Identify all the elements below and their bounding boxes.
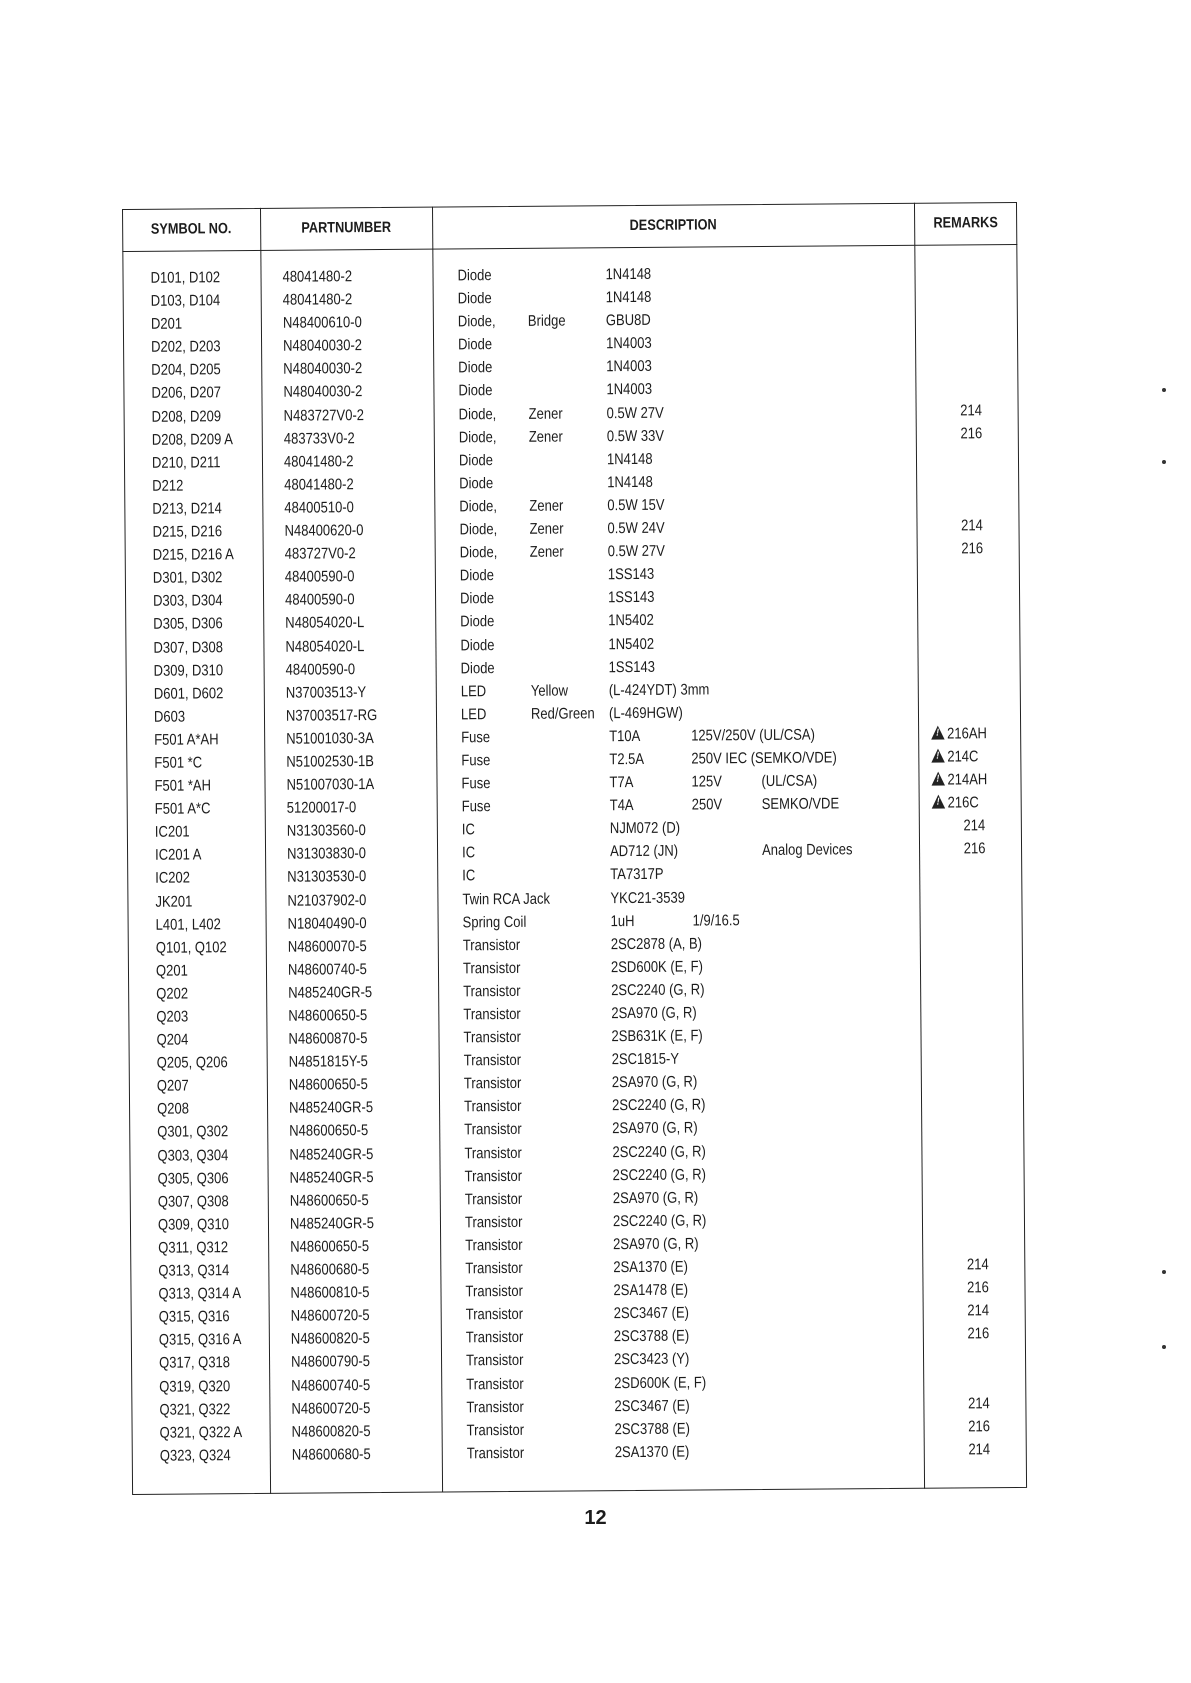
value-cell: T4A (609, 797, 634, 815)
description-cell: Transistor (464, 1190, 523, 1209)
value-cell: 1N4003 (606, 381, 653, 399)
part-number-cell: N48600810-5 (290, 1284, 370, 1302)
symbol-cell: D215, D216 (152, 523, 223, 541)
value-cell: 2SC2878 (A, B) (610, 935, 703, 953)
description-cell: Transistor (463, 1028, 521, 1047)
value-cell: 2SA970 (G, R) (611, 1004, 697, 1023)
symbol-cell: Q101, Q102 (155, 938, 227, 957)
value-cell: 1SS143 (608, 658, 656, 676)
symbol-cell: Q321, Q322 (159, 1400, 231, 1419)
symbol-cell: F501 *C (154, 754, 203, 772)
description-cell: Diode (457, 290, 492, 308)
symbol-cell: Q319, Q320 (159, 1377, 231, 1396)
value-cell: 1SS143 (607, 566, 655, 584)
part-number-cell: N51001030-3A (286, 729, 374, 748)
part-number-cell: 48400510-0 (284, 499, 354, 517)
remarks-text: 214 (966, 1256, 989, 1274)
value-cell: 1N5402 (608, 612, 654, 630)
symbol-cell: Q203 (156, 1008, 189, 1026)
description-cell: Transistor (462, 959, 521, 978)
description-cell: Transistor (464, 1213, 523, 1232)
part-number-cell: N48054020-L (285, 637, 365, 656)
description-cell: Transistor (463, 1098, 522, 1116)
value-cell: 1N5402 (608, 635, 655, 653)
table-body (122, 260, 1026, 1468)
description-cell: Transistor (466, 1444, 525, 1463)
part-number-cell: 48400590-0 (284, 568, 355, 586)
remarks-text: 214 (960, 401, 983, 419)
safety-warning-icon (932, 795, 946, 809)
description-cell: Transistor (465, 1283, 523, 1301)
part-number-cell: N48600870-5 (288, 1030, 368, 1048)
part-number-cell: N48600070-5 (287, 937, 367, 956)
value-cell: NJM072 (D) (609, 819, 681, 838)
description-cell: Diode (457, 267, 492, 285)
description-type-cell: Zener (528, 428, 563, 446)
part-number-cell: 48400590-0 (285, 660, 356, 679)
value-cell: 2SA970 (G, R) (612, 1189, 699, 1207)
remarks-text: 216C (947, 794, 979, 812)
header-remarks: REMARKS (933, 214, 998, 232)
description-cell: Transistor (463, 1052, 522, 1070)
symbol-cell: D208, D209 A (151, 430, 233, 449)
approval-cell: SEMKO/VDE (761, 795, 840, 814)
description-cell: Transistor (462, 936, 521, 955)
value-cell: 0.5W 33V (606, 427, 665, 445)
value-cell: 2SD600K (E, F) (614, 1373, 707, 1392)
description-cell: Diode (458, 336, 493, 354)
value-cell: 2SC2240 (G, R) (611, 1096, 706, 1115)
symbol-cell: F501 A*C (154, 800, 211, 818)
value-cell: 1SS143 (608, 589, 655, 607)
symbol-cell: D202, D203 (151, 338, 221, 357)
description-type-cell: Zener (528, 405, 563, 423)
approval-cell: (UL/CSA) (761, 772, 818, 791)
value-cell: 0.5W 15V (607, 496, 665, 515)
symbol-cell: Q301, Q302 (157, 1123, 229, 1142)
description-cell: Transistor (465, 1329, 524, 1347)
part-number-cell: N48600720-5 (290, 1307, 370, 1325)
approval-cell: Analog Devices (761, 841, 853, 860)
symbol-cell: Q323, Q324 (159, 1446, 231, 1465)
value-cell: 0.5W 27V (606, 404, 664, 422)
remarks-text: 214 (967, 1302, 990, 1320)
value-cell: (L-424YDT) 3mm (608, 681, 710, 699)
symbol-cell: D601, D602 (153, 684, 224, 703)
part-number-cell: N48600650-5 (289, 1122, 369, 1141)
remarks-cell (936, 514, 1008, 538)
remarks-cell (942, 1276, 1014, 1300)
value-cell: 2SA970 (G, R) (611, 1073, 698, 1092)
value-cell: 1N4148 (605, 265, 652, 284)
remarks-cell (932, 791, 1004, 815)
value-cell: 2SC2240 (G, R) (611, 981, 705, 1000)
remarks-text: 214 (967, 1394, 990, 1412)
value-cell: AD712 (JN) (609, 842, 679, 861)
description-cell: Diode (458, 359, 493, 377)
symbol-cell: D204, D205 (151, 361, 221, 380)
remarks-text: 216 (963, 840, 986, 858)
symbol-cell: D212 (152, 477, 184, 495)
symbol-cell: Q309, Q310 (157, 1216, 229, 1234)
parts-list-table (122, 202, 1027, 1495)
description-cell: Transistor (464, 1167, 523, 1185)
part-number-cell: N31303830-0 (287, 845, 367, 864)
description-cell: Fuse (461, 798, 491, 816)
remarks-text: 214C (947, 748, 979, 766)
symbol-cell: JK201 (155, 893, 193, 911)
remarks-cell (943, 1392, 1015, 1416)
description-cell: Transistor (465, 1259, 523, 1278)
description-cell: Transistor (464, 1144, 522, 1162)
description-cell: Diode (460, 613, 495, 631)
symbol-cell: Q321, Q322 A (159, 1423, 243, 1442)
part-number-cell: N48600650-5 (289, 1191, 369, 1210)
value-cell: 2SC3467 (E) (613, 1304, 690, 1323)
symbol-cell: Q303, Q304 (157, 1146, 229, 1165)
remarks-text: 216 (967, 1325, 990, 1343)
description-cell: Transistor (465, 1306, 524, 1324)
symbol-cell: Q205, Q206 (156, 1054, 228, 1072)
value-cell: 2SA970 (G, R) (612, 1119, 698, 1138)
description-cell: LED (460, 682, 487, 701)
rating-cell: 125V (691, 773, 722, 791)
part-number-cell: N37003517-RG (285, 706, 378, 725)
part-number-cell: 483733V0-2 (283, 429, 355, 448)
value-cell: 2SC3788 (E) (613, 1327, 690, 1346)
description-cell: Diode (460, 659, 495, 677)
part-number-cell: N48600650-5 (288, 1007, 368, 1025)
value-cell: 1N4148 (605, 288, 652, 307)
remarks-text: 216 (967, 1279, 989, 1297)
scan-speck (1162, 1345, 1166, 1349)
part-number-cell: N48600740-5 (291, 1376, 371, 1395)
description-cell: Diode, (459, 498, 498, 516)
description-type-cell: Yellow (530, 682, 569, 700)
value-cell: 2SC3423 (Y) (613, 1350, 690, 1369)
value-cell: TA7317P (610, 866, 664, 884)
symbol-cell: Q208 (157, 1100, 189, 1119)
part-number-cell: N485240GR-5 (289, 1214, 375, 1233)
symbol-cell: D210, D211 (151, 453, 221, 472)
description-type-cell: Red/Green (530, 705, 595, 723)
rating-cell: 125V/250V (UL/CSA) (691, 726, 815, 745)
value-cell: 1N4003 (606, 335, 652, 353)
part-number-cell: N48040030-2 (283, 383, 363, 402)
symbol-cell: IC202 (155, 869, 191, 888)
value-cell: 2SD600K (E, F) (610, 958, 703, 976)
part-number-cell: 48041480-2 (284, 476, 354, 494)
remarks-cell (936, 422, 1008, 446)
remarks-text: 216AH (947, 725, 987, 743)
part-number-cell: N21037902-0 (287, 891, 367, 910)
symbol-cell: D206, D207 (151, 384, 222, 403)
description-cell: Fuse (461, 752, 491, 770)
page-number: 12 (584, 1507, 607, 1529)
rating-cell: 1/9/16.5 (692, 911, 740, 930)
description-cell: Diode (458, 451, 494, 470)
description-cell: Transistor (464, 1121, 522, 1139)
value-cell: T10A (609, 727, 641, 746)
symbol-cell: IC201 (154, 823, 190, 842)
value-cell: T2.5A (609, 750, 645, 769)
description-cell: Diode, (459, 521, 498, 539)
value-cell: GBU8D (605, 312, 651, 330)
symbol-cell: D101, D102 (150, 269, 221, 287)
remarks-text: 214 (961, 517, 983, 535)
remarks-text: 214AH (947, 771, 988, 789)
value-cell: 1uH (610, 912, 635, 930)
symbol-cell: Q202 (156, 985, 189, 1003)
symbol-cell: F501 A*AH (154, 731, 219, 749)
part-number-cell: N31303530-0 (287, 868, 367, 887)
value-cell: 2SA970 (G, R) (613, 1235, 699, 1254)
symbol-cell: D208, D209 (151, 407, 222, 426)
rating-cell: 250V (691, 796, 723, 814)
description-cell: IC (462, 844, 476, 862)
safety-warning-icon (931, 749, 945, 763)
value-cell: 2SC1815-Y (611, 1050, 680, 1069)
symbol-cell: D103, D104 (150, 292, 221, 310)
remarks-cell (935, 399, 1007, 423)
part-number-cell: N48600820-5 (290, 1330, 370, 1349)
description-cell: Diode, (458, 428, 497, 447)
part-number-cell: N48600740-5 (287, 960, 367, 979)
remarks-cell (939, 837, 1011, 861)
description-cell: Transistor (466, 1398, 524, 1416)
remarks-cell (942, 1253, 1014, 1277)
part-number-cell: 48041480-2 (282, 291, 353, 309)
part-number-cell: N51007030-1A (286, 776, 375, 794)
part-number-cell: N48400610-0 (282, 314, 362, 332)
part-number-cell: N485240GR-5 (289, 1145, 374, 1164)
description-cell: Transistor (463, 1075, 522, 1093)
rating-cell: 250V IEC (SEMKO/VDE) (691, 749, 837, 768)
symbol-cell: Q307, Q308 (157, 1192, 229, 1211)
remarks-cell (942, 1299, 1014, 1323)
symbol-cell: Q305, Q306 (157, 1169, 229, 1188)
part-number-cell: 48041480-2 (282, 268, 353, 286)
description-cell: IC (461, 821, 475, 839)
symbol-cell: Q201 (155, 962, 188, 980)
remarks-text: 216 (968, 1417, 991, 1436)
description-cell: Transistor (466, 1375, 524, 1393)
description-cell: Twin RCA Jack (462, 890, 551, 908)
description-cell: IC (462, 867, 476, 885)
value-cell: 2SA1370 (E) (614, 1443, 690, 1461)
description-type-cell: Zener (529, 520, 564, 538)
symbol-cell: D309, D310 (153, 661, 224, 680)
part-number-cell: N4851815Y-5 (288, 1053, 368, 1071)
description-cell: Diode (460, 590, 495, 608)
symbol-cell: Q317, Q318 (159, 1354, 231, 1373)
header-part-number: PARTNUMBER (301, 218, 392, 237)
value-cell: 2SC2240 (G, R) (612, 1166, 707, 1184)
part-number-cell: N48600680-5 (291, 1445, 371, 1464)
description-cell: Transistor (463, 982, 521, 1001)
part-number-cell: N31303560-0 (286, 822, 366, 840)
description-cell: Diode, (458, 405, 497, 423)
remarks-cell (936, 537, 1008, 561)
description-type-cell: Bridge (527, 312, 566, 331)
remarks-cell (931, 768, 1003, 792)
description-type-cell: Zener (529, 543, 564, 561)
description-cell: Diode (458, 382, 493, 400)
value-cell: 0.5W 24V (607, 519, 665, 538)
symbol-cell: Q311, Q312 (158, 1239, 229, 1257)
safety-warning-icon (931, 772, 945, 786)
symbol-cell: F501 *AH (154, 777, 212, 795)
symbol-cell: D603 (153, 708, 186, 726)
safety-warning-icon (931, 725, 945, 739)
remarks-cell (943, 1438, 1015, 1462)
symbol-cell: Q204 (156, 1031, 189, 1049)
value-cell: 2SA1478 (E) (613, 1281, 689, 1300)
symbol-cell: Q313, Q314 A (158, 1285, 242, 1303)
part-number-cell: N51002530-1B (286, 753, 375, 771)
remarks-text: 214 (968, 1441, 991, 1459)
value-cell: 2SC3788 (E) (614, 1420, 690, 1438)
value-cell: 2SC2240 (G, R) (612, 1143, 706, 1161)
symbol-cell: D303, D304 (153, 592, 223, 611)
part-number-cell: N37003513-Y (285, 683, 367, 702)
symbol-cell: D301, D302 (152, 569, 223, 587)
symbol-cell: Q313, Q314 (158, 1262, 230, 1280)
description-cell: Spring Coil (462, 913, 527, 931)
description-type-cell: Zener (529, 497, 564, 515)
value-cell: YKC21-3539 (610, 889, 686, 907)
value-cell: 2SC3467 (E) (614, 1397, 690, 1415)
part-number-cell: N48600790-5 (290, 1353, 371, 1372)
part-number-cell: N48600650-5 (288, 1076, 368, 1094)
value-cell: 2SC2240 (G, R) (612, 1212, 707, 1231)
part-number-cell: N48054020-L (285, 614, 365, 633)
remarks-text: 214 (963, 817, 986, 835)
remarks-text: 216 (960, 424, 983, 443)
remarks-cell (943, 1415, 1015, 1439)
remarks-cell (931, 722, 1003, 746)
scan-speck (1162, 460, 1166, 464)
symbol-cell: D201 (150, 315, 183, 333)
symbol-cell: Q315, Q316 A (158, 1331, 242, 1350)
remarks-cell (931, 745, 1003, 769)
symbol-cell: D213, D214 (152, 500, 222, 518)
part-number-cell: 48041480-2 (283, 452, 354, 471)
part-number-cell: N48040030-2 (283, 337, 363, 356)
scan-speck (1162, 1270, 1166, 1274)
symbol-cell: IC201 A (155, 846, 202, 865)
part-number-cell: 48400590-0 (285, 591, 355, 610)
part-number-cell: 51200017-0 (286, 799, 357, 817)
description-cell: Transistor (463, 1005, 521, 1024)
description-cell: Transistor (465, 1352, 524, 1370)
value-cell: 1N4148 (606, 450, 653, 468)
description-cell: Diode (459, 567, 494, 585)
part-number-cell: N18040490-0 (287, 914, 367, 933)
description-cell: Diode, (457, 313, 496, 331)
value-cell: 2SB631K (E, F) (611, 1027, 703, 1046)
value-cell: 1N4148 (607, 473, 653, 492)
part-number-cell: N485240GR-5 (289, 1168, 374, 1187)
part-number-cell: N48040030-2 (283, 360, 363, 379)
header-symbol-no: SYMBOL NO. (150, 220, 232, 238)
remarks-cell (943, 1322, 1015, 1346)
part-number-cell: N48600720-5 (291, 1399, 371, 1418)
value-cell: 1N4003 (606, 358, 652, 376)
description-cell: Transistor (465, 1236, 523, 1255)
remarks-text: 216 (961, 540, 984, 558)
part-number-cell: N48400620-0 (284, 522, 364, 540)
symbol-cell: L401, L402 (155, 915, 221, 934)
part-number-cell: N48600820-5 (291, 1422, 371, 1441)
symbol-cell: Q207 (156, 1077, 189, 1096)
description-cell: LED (460, 705, 487, 724)
scan-speck (1162, 388, 1166, 392)
part-number-cell: N485240GR-5 (288, 983, 373, 1002)
part-number-cell: N485240GR-5 (289, 1099, 374, 1118)
value-cell: T7A (609, 774, 634, 792)
symbol-cell: D215, D216 A (152, 546, 234, 564)
symbol-cell: D305, D306 (153, 615, 223, 634)
part-number-cell: N483727V0-2 (283, 406, 365, 425)
remarks-cell (939, 814, 1011, 838)
value-cell: (L-469HGW) (608, 704, 683, 722)
symbol-cell: D307, D308 (153, 638, 224, 657)
value-cell: 2SA1370 (E) (613, 1258, 688, 1277)
part-number-cell: 483727V0-2 (284, 545, 356, 563)
description-cell: Transistor (466, 1421, 525, 1440)
description-cell: Diode, (459, 544, 498, 562)
value-cell: 0.5W 27V (607, 542, 665, 561)
description-cell: Diode (459, 474, 494, 493)
symbol-cell: Q315, Q316 (158, 1308, 230, 1326)
description-cell: Fuse (461, 729, 491, 747)
description-cell: Diode (460, 636, 495, 654)
part-number-cell: N48600680-5 (290, 1261, 370, 1279)
part-number-cell: N48600650-5 (290, 1238, 370, 1256)
header-description: DESCRIPTION (629, 216, 717, 235)
description-cell: Fuse (461, 775, 491, 793)
